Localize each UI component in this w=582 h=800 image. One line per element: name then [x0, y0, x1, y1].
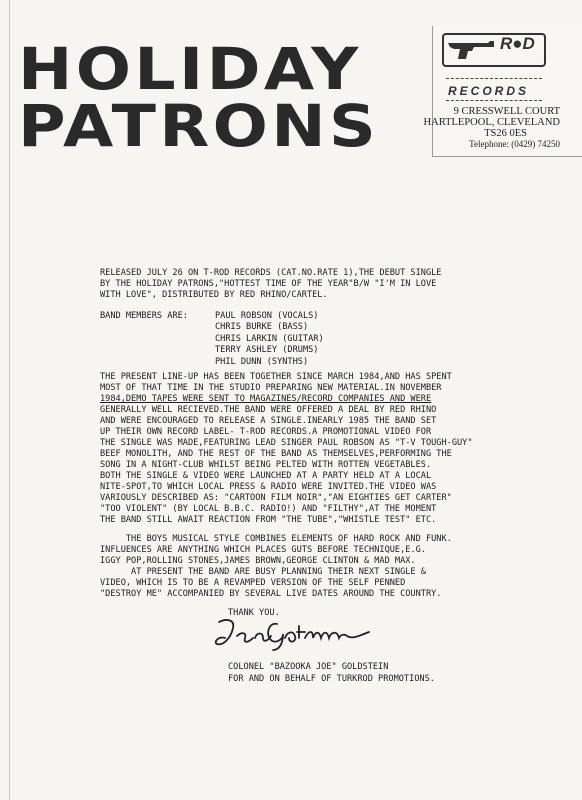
- paragraph-line: THE BAND STILL AWAIT REACTION FROM "THE TUBE","WHISTLE TEST" ETC.: [100, 515, 437, 525]
- intro-line: RELEASED JULY 26 ON T-ROD RECORDS (CAT.NO.RATE 1),THE DEBUT SINGLE: [100, 268, 442, 278]
- paragraph-line: SONG IN A NIGHT-CLUB WHILST BEING PELTED WITH ROTTEN VEGETABLES.: [100, 460, 432, 470]
- address-postcode: TS26 0ES: [484, 128, 527, 139]
- paragraph-line: THE PRESENT LINE-UP HAS BEEN TOGETHER SINCE MARCH 1984,AND HAS SPENT: [100, 372, 452, 382]
- intro-line: WITH LOVE", DISTRIBUTED BY RED RHINO/CARTEL.: [100, 290, 328, 300]
- intro-line: BY THE HOLIDAY PATRONS,"HOTTEST TIME OF THE YEAR"B/W "I'M IN LOVE: [100, 279, 437, 289]
- band-members-label: BAND MEMBERS ARE:: [100, 311, 188, 321]
- handwritten-signature: [213, 614, 373, 654]
- paragraph-line: AT PRESENT THE BAND ARE BUSY PLANNING THEIR NEXT SINGLE &: [100, 567, 426, 577]
- paragraph-line: BEEF MONOLITH, AND THE REST OF THE BAND AS THEMSELVES,PERFORMING THE: [100, 449, 452, 459]
- band-member: CHRIS LARKIN (GUITAR): [215, 333, 324, 344]
- logo-label: RECORDS: [448, 84, 530, 98]
- pistol-icon: [446, 37, 498, 61]
- page-edge-line: [9, 0, 10, 800]
- paragraph-line: VARIOUSLY DESCRIBED AS: "CARTOON FILM NOIR","AN EIGHTIES GET CARTER": [100, 493, 452, 503]
- band-member: PAUL ROBSON (VOCALS): [215, 311, 319, 321]
- signatory-role: FOR AND ON BEHALF OF TURKROD PROMOTIONS.: [228, 674, 435, 684]
- band-member: CHRIS BURKE (BASS): [215, 322, 309, 333]
- signatory-name: COLONEL "BAZOOKA JOE" GOLDSTEIN: [228, 662, 389, 672]
- band-name-line2: PATRONS: [18, 92, 380, 160]
- paragraph-line: GENERALLY WELL RECIEVED.THE BAND WERE OFFERED A DEAL BY RED RHINO: [100, 405, 437, 415]
- paragraph-line: THE SINGLE WAS MADE,FEATURING LEAD SINGER PAUL ROBSON AS "T-V TOUGH-GUY": [100, 438, 473, 448]
- band-name-line1: HOLIDAY: [18, 35, 362, 103]
- logo-brand: R●D: [500, 34, 535, 53]
- paragraph-line: INFLUENCES ARE ANYTHING WHICH PLACES GUTS BEFORE TECHNIQUE,E.G.: [100, 545, 426, 555]
- band-member: PHIL DUNN (SYNTHS): [215, 356, 309, 367]
- paragraph-line: "TOO VIOLENT" (BY LOCAL B.B.C. RADIO!) AND "FILTHY",AT THE MOMENT: [100, 504, 437, 514]
- address-line: HARTLEPOOL, CLEVELAND: [423, 117, 560, 128]
- paragraph-line: NITE-SPOT,TO WHICH LOCAL PRESS & RADIO WERE INVITED.THE VIDEO WAS: [100, 482, 437, 492]
- paragraph-line: AND WERE ENCOURAGED TO RELEASE A SINGLE.INEARLY 1985 THE BAND SET: [100, 416, 437, 426]
- divider: [446, 78, 542, 80]
- address-telephone: Telephone: (0429) 74250: [469, 139, 560, 149]
- closing-thank-you: THANK YOU.: [228, 608, 280, 618]
- band-member: TERRY ASHLEY (DRUMS): [215, 345, 319, 356]
- paragraph-line: VIDEO, WHICH IS TO BE A REVAMPED VERSION OF THE SELF PENNED: [100, 578, 406, 588]
- paragraph-line: MOST OF THAT TIME IN THE STUDIO PREPARING NEW MATERIAL.IN NOVEMBER: [100, 383, 442, 393]
- paragraph-line: IGGY POP,ROLLING STONES,JAMES BROWN,GEORGE CLINTON & MAD MAX.: [100, 556, 416, 566]
- paragraph-line: THE BOYS MUSICAL STYLE COMBINES ELEMENTS OF HARD ROCK AND FUNK.: [100, 534, 452, 544]
- address-line: 9 CRESSWELL COURT: [453, 106, 560, 117]
- divider: [446, 100, 542, 102]
- paragraph-line: "DESTROY ME" ACCOMPANIED BY SEVERAL LIVE DATES AROUND THE COUNTRY.: [100, 589, 442, 599]
- paragraph-line: 1984,DEMO TAPES WERE SENT TO MAGAZINES/RECORD COMPANIES AND WERE: [100, 394, 432, 404]
- paragraph-line: UP THEIR OWN RECORD LABEL- T-ROD RECORDS.A PROMOTIONAL VIDEO FOR: [100, 427, 432, 437]
- band-members-list: [215, 311, 324, 368]
- paragraph-line: BOTH THE SINGLE & VIDEO WERE LAUNCHED AT A PARTY HELD AT A LOCAL: [100, 471, 432, 481]
